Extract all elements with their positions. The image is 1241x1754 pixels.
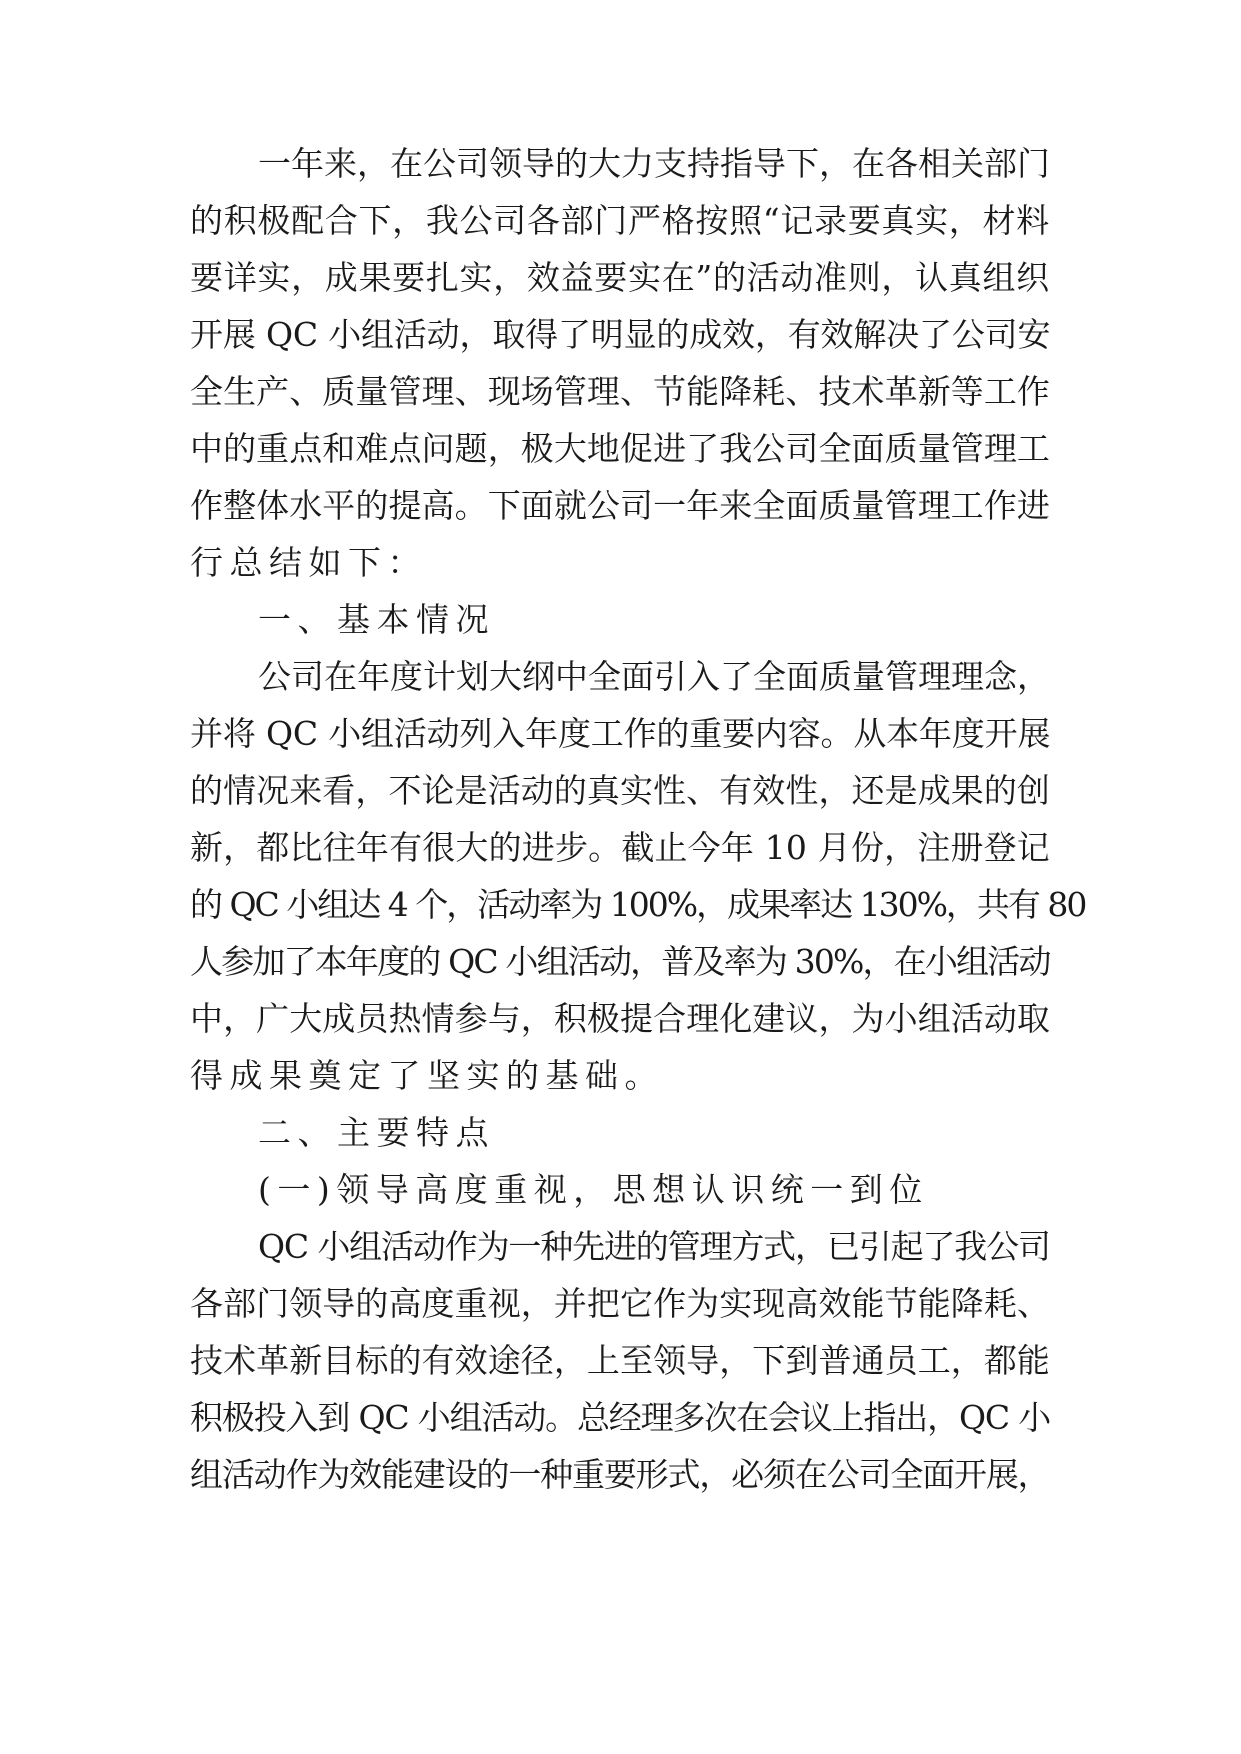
body-text-line: QC 小组活动作为一种先进的管理方式，已引起了我公司: [258, 1227, 1050, 1266]
body-text-line: 开展 QC 小组活动，取得了明显的成效，有效解决了公司安: [190, 315, 1051, 354]
body-text-line: 并将 QC 小组活动列入年度工作的重要内容。从本年度开展: [190, 714, 1051, 753]
body-text-line: 的 QC 小组达 4 个，活动率为 100%，成果率达 130%，共有 80: [190, 885, 1086, 924]
body-text-line: 得成果奠定了坚实的基础。: [190, 1056, 664, 1095]
body-text-line: 中，广大成员热情参与，积极提合理化建议，为小组活动取: [190, 999, 1050, 1038]
subsection-heading: (一)领导高度重视，思想认识统一到位: [258, 1170, 929, 1209]
body-text-line: 中的重点和难点问题，极大地促进了我公司全面质量管理工: [190, 429, 1050, 468]
body-text-line: 新，都比往年有很大的进步。截止今年 10 月份，注册登记: [190, 828, 1050, 867]
body-text-line: 公司在年度计划大纲中全面引入了全面质量管理理念，: [258, 657, 1050, 696]
body-text-line: 作整体水平的提高。下面就公司一年来全面质量管理工作进: [190, 486, 1050, 525]
body-text-line: 技术革新目标的有效途径，上至领导，下到普通员工，都能: [190, 1341, 1050, 1380]
body-text-line: 积极投入到 QC 小组活动。总经理多次在会议上指出，QC 小: [190, 1398, 1051, 1437]
body-text-line: 全生产、质量管理、现场管理、节能降耗、技术革新等工作: [190, 372, 1050, 411]
body-text-line: 行总结如下：: [190, 543, 427, 582]
body-text-line: 组活动作为效能建设的一种重要形式，必须在公司全面开展，: [190, 1455, 1050, 1494]
body-text-line: 各部门领导的高度重视，并把它作为实现高效能节能降耗、: [190, 1284, 1050, 1323]
body-text-line: 人参加了本年度的 QC 小组活动，普及率为 30%，在小组活动: [190, 942, 1050, 981]
body-text-line: 的情况来看，不论是活动的真实性、有效性，还是成果的创: [190, 771, 1050, 810]
body-text-line: 要详实，成果要扎实，效益要实在”的活动准则，认真组织: [190, 258, 1050, 297]
body-text-line: 的积极配合下，我公司各部门严格按照“记录要真实，材料: [190, 201, 1050, 240]
section-heading: 二、主要特点: [258, 1113, 495, 1152]
section-heading: 一、基本情况: [258, 600, 495, 639]
body-text-line: 一年来，在公司领导的大力支持指导下，在各相关部门: [258, 144, 1050, 183]
